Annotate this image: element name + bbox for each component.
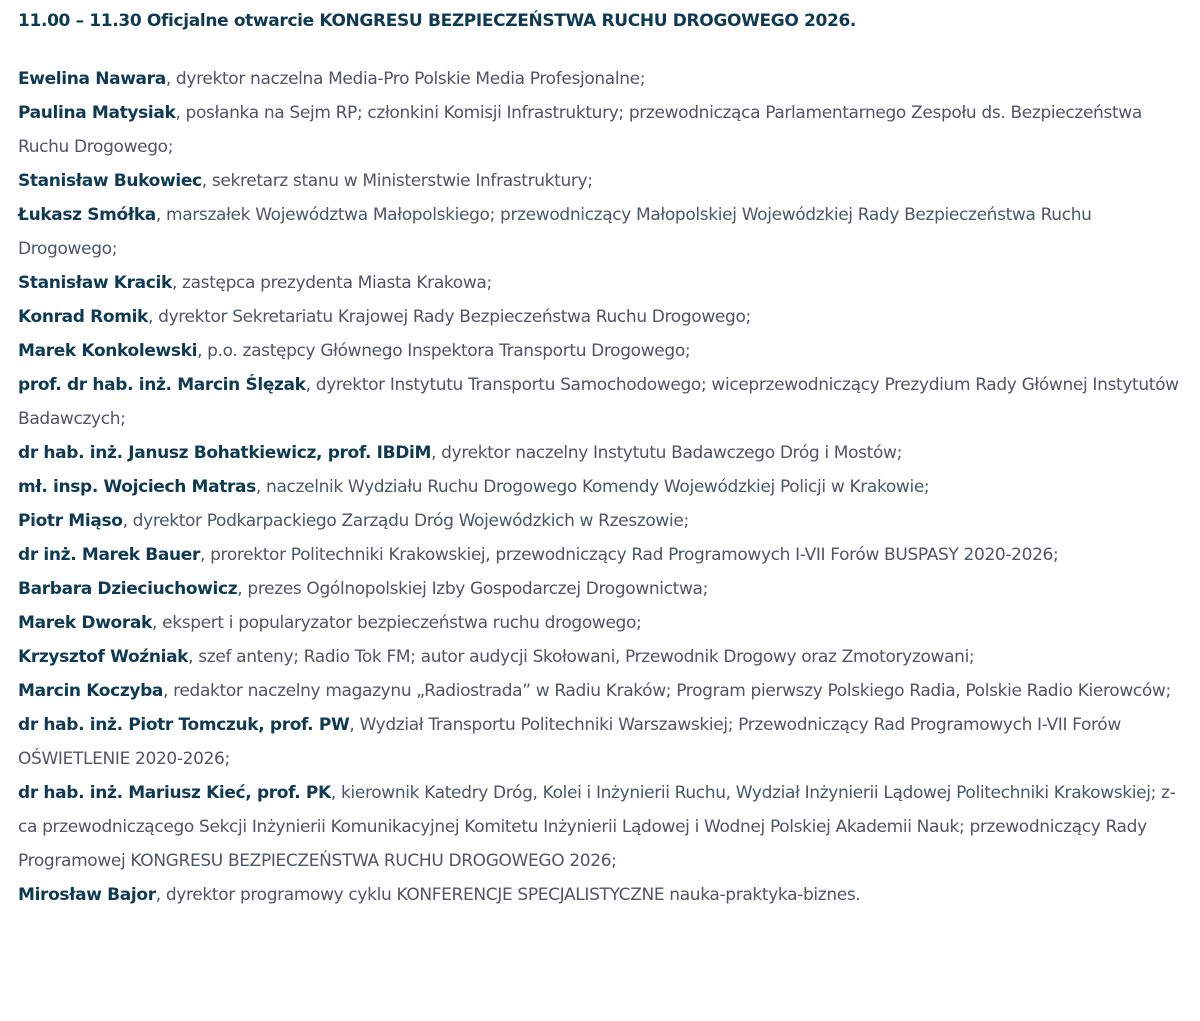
speaker-entry bbox=[18, 368, 1182, 436]
speaker-name: prof. dr hab. inż. Marcin Ślęzak bbox=[18, 375, 306, 395]
speaker-name: Marek Konkolewski bbox=[18, 341, 198, 361]
speaker-role: , sekretarz stanu w Ministerstwie Infrastruktury; bbox=[201, 171, 593, 191]
speaker-entry bbox=[18, 266, 1182, 300]
speaker-name: mł. insp. Wojciech Matras bbox=[18, 477, 256, 497]
speaker-name: Mirosław Bajor bbox=[18, 885, 156, 905]
speaker-name: Stanisław Kracik bbox=[18, 273, 172, 293]
speaker-entry bbox=[18, 606, 1182, 640]
speaker-name: Marcin Koczyba bbox=[18, 681, 164, 701]
speaker-name: Piotr Miąso bbox=[18, 511, 123, 531]
speaker-entry bbox=[18, 164, 1182, 198]
speaker-entry bbox=[18, 776, 1182, 878]
speaker-role: , zastępca prezydenta Miasta Krakowa; bbox=[171, 273, 492, 293]
speaker-entry bbox=[18, 334, 1182, 368]
speaker-name: Konrad Romik bbox=[18, 307, 149, 327]
speaker-name: Krzysztof Woźniak bbox=[18, 647, 189, 667]
speaker-entry bbox=[18, 538, 1182, 572]
speaker-role: , marszałek Województwa Małopolskiego; przewodniczący Małopolskiej Wojewódzkiej Rady Bezpieczeństwa Ruchu Drogowego; bbox=[18, 205, 1092, 259]
speaker-entry bbox=[18, 300, 1182, 334]
speaker-name: dr hab. inż. Mariusz Kieć, prof. PK bbox=[18, 783, 331, 803]
session-heading: 11.00 – 11.30 Oficjalne otwarcie KONGRESU BEZPIECZEŃSTWA RUCHU DROGOWEGO 2026. bbox=[18, 11, 857, 31]
speaker-role: , Wydział Transportu Politechniki Warszawskiej; Przewodniczący Rad Programowych I-VII Forów OŚWIETLENIE 2020-2026; bbox=[18, 715, 1121, 769]
speaker-name: Łukasz Smółka bbox=[18, 205, 156, 225]
speaker-role: , ekspert i popularyzator bezpieczeństwa ruchu drogowego; bbox=[151, 613, 642, 633]
speaker-entry bbox=[18, 198, 1182, 266]
speaker-name: Stanisław Bukowiec bbox=[18, 171, 202, 191]
speaker-entry bbox=[18, 96, 1182, 164]
speaker-entry bbox=[18, 674, 1182, 708]
speaker-role: , kierownik Katedry Dróg, Kolei i Inżynierii Ruchu, Wydział Inżynierii Lądowej Politechniki Krakowskiej; z-ca przewodniczącego Sekcji Inżynierii Komunikacyjnej Komitetu Inżynierii Lądowej i Wodnej Polskiej Akademii Nauk; przewodniczący Rady Programowej KONGRESU BEZPIECZEŃSTWA RUCHU DROGOWEGO 2026; bbox=[18, 783, 1176, 871]
speaker-role: , dyrektor Podkarpackiego Zarządu Dróg Wojewódzkich w Rzeszowie; bbox=[122, 511, 689, 531]
speaker-role: , dyrektor Sekretariatu Krajowej Rady Bezpieczeństwa Ruchu Drogowego; bbox=[148, 307, 751, 327]
speaker-name: Marek Dworak bbox=[18, 613, 152, 633]
speaker-entry bbox=[18, 878, 1182, 912]
speaker-name: Ewelina Nawara bbox=[18, 69, 166, 89]
speaker-entry bbox=[18, 470, 1182, 504]
speaker-role: , dyrektor programowy cyklu KONFERENCJE SPECJALISTYCZNE nauka-praktyka-biznes. bbox=[155, 885, 861, 905]
speaker-entry bbox=[18, 62, 1182, 96]
speaker-name: dr hab. inż. Janusz Bohatkiewicz, prof. IBDiM bbox=[18, 443, 432, 463]
speaker-role: , dyrektor naczelny Instytutu Badawczego Dróg i Mostów; bbox=[431, 443, 902, 463]
speaker-list bbox=[18, 62, 1182, 912]
speaker-role: , posłanka na Sejm RP; członkini Komisji Infrastruktury; przewodnicząca Parlamentarnego Zespołu ds. Bezpieczeństwa Ruchu Drogowego; bbox=[18, 103, 1142, 157]
speaker-entry bbox=[18, 640, 1182, 674]
speaker-role: , naczelnik Wydziału Ruchu Drogowego Komendy Wojewódzkiej Policji w Krakowie; bbox=[255, 477, 930, 497]
speaker-role: , prorektor Politechniki Krakowskiej, przewodniczący Rad Programowych I-VII Forów BUSPASY 2020-2026; bbox=[200, 545, 1059, 565]
speaker-name: dr inż. Marek Bauer bbox=[18, 545, 200, 565]
speaker-entry bbox=[18, 436, 1182, 470]
speaker-role: , prezes Ogólnopolskiej Izby Gospodarczej Drogownictwa; bbox=[237, 579, 708, 599]
speaker-role: , szef anteny; Radio Tok FM; autor audycji Skołowani, Przewodnik Drogowy oraz Zmotoryzowani; bbox=[188, 647, 975, 667]
speaker-name: Paulina Matysiak bbox=[18, 103, 176, 123]
speaker-entry bbox=[18, 504, 1182, 538]
speaker-name: Barbara Dzieciuchowicz bbox=[18, 579, 238, 599]
speaker-role: , dyrektor naczelna Media-Pro Polskie Media Profesjonalne; bbox=[165, 69, 646, 89]
speaker-role: , redaktor naczelny magazynu „Radiostrada” w Radiu Kraków; Program pierwszy Polskiego Radia, Polskie Radio Kierowców; bbox=[163, 681, 1171, 701]
speaker-entry bbox=[18, 572, 1182, 606]
speaker-entry bbox=[18, 708, 1182, 776]
speaker-role: , p.o. zastępcy Głównego Inspektora Transportu Drogowego; bbox=[197, 341, 691, 361]
speaker-name: dr hab. inż. Piotr Tomczuk, prof. PW bbox=[18, 715, 350, 735]
speaker-role: , dyrektor Instytutu Transportu Samochodowego; wiceprzewodniczący Prezydium Rady Głównej Instytutów Badawczych; bbox=[18, 375, 1179, 429]
